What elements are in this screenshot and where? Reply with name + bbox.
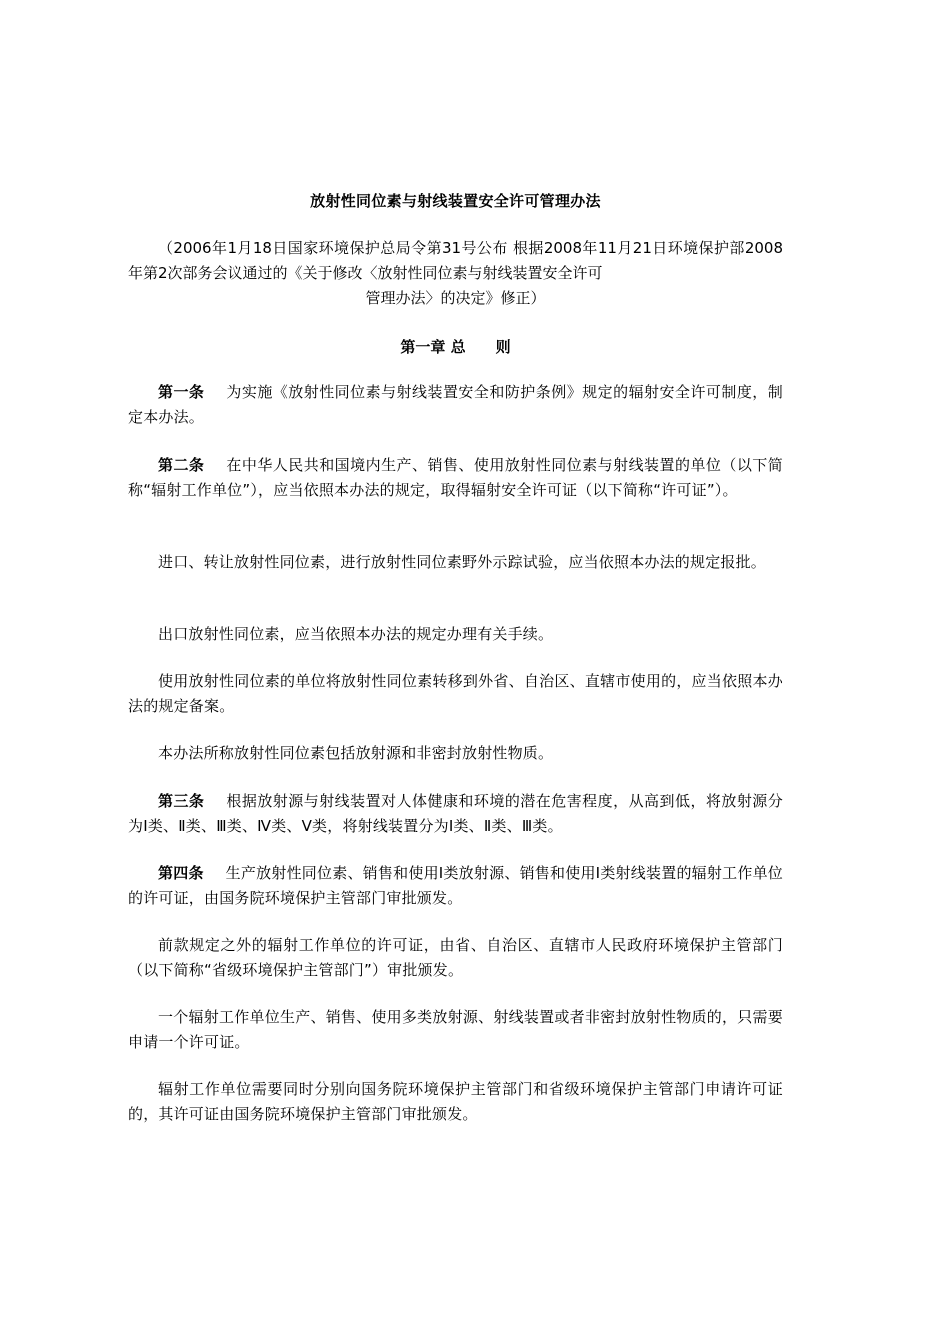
subtitle-main: （2006年1月18日国家环境保护总局令第31号公布 根据2008年11月21日环境保护部2008年第2次部务会议通过的《关于修改〈放射性同位素与射线装置安全许可 (128, 239, 783, 282)
article-number: 第二条 (158, 456, 205, 474)
paragraph (128, 1077, 783, 1127)
paragraph-text: 生产放射性同位素、销售和使用Ⅰ类放射源、销售和使用Ⅰ类射线装置的辐射工作单位的许可证，由国务院环境保护主管部门审批颁发。 (128, 864, 783, 907)
paragraph (128, 1005, 783, 1055)
paragraph (128, 741, 783, 766)
paragraph (128, 622, 783, 647)
paragraph (128, 933, 783, 983)
paragraph (128, 789, 783, 839)
paragraph-text: 本办法所称放射性同位素包括放射源和非密封放射性物质。 (158, 744, 554, 762)
article-number: 第一条 (158, 383, 205, 401)
paragraph (128, 861, 783, 911)
paragraph (128, 380, 783, 430)
paragraph-text: 为实施《放射性同位素与射线装置安全和防护条例》规定的辐射安全许可制度，制定本办法。 (128, 383, 783, 426)
paragraph (128, 453, 783, 503)
paragraph-text: 出口放射性同位素，应当依照本办法的规定办理有关手续。 (158, 625, 554, 643)
paragraph-text: 在中华人民共和国境内生产、销售、使用放射性同位素与射线装置的单位（以下简称“辐射工作单位”），应当依照本办法的规定，取得辐射安全许可证（以下简称“许可证”）。 (128, 456, 783, 499)
chapter-heading: 第一章 总 则 (400, 338, 511, 356)
article-number: 第四条 (158, 864, 204, 882)
paragraph-text: 前款规定之外的辐射工作单位的许可证，由省、自治区、直辖市人民政府环境保护主管部门（以下简称“省级环境保护主管部门”）审批颁发。 (128, 936, 783, 979)
document-title: 放射性同位素与射线装置安全许可管理办法 (310, 192, 601, 210)
article-number: 第三条 (158, 792, 205, 810)
paragraph (128, 669, 783, 719)
subtitle-end: 管理办法〉的决定》修正） (365, 289, 546, 307)
paragraph (128, 550, 783, 575)
paragraph-text: 一个辐射工作单位生产、销售、使用多类放射源、射线装置或者非密封放射性物质的，只需要申请一个许可证。 (128, 1008, 783, 1051)
paragraph-text: 使用放射性同位素的单位将放射性同位素转移到外省、自治区、直辖市使用的，应当依照本办法的规定备案。 (128, 672, 783, 715)
paragraph-text: 进口、转让放射性同位素，进行放射性同位素野外示踪试验，应当依照本办法的规定报批。 (158, 553, 767, 571)
paragraph-text: 根据放射源与射线装置对人体健康和环境的潜在危害程度，从高到低，将放射源分为Ⅰ类、Ⅱ类、Ⅲ类、Ⅳ类、Ⅴ类，将射线装置分为Ⅰ类、Ⅱ类、Ⅲ类。 (128, 792, 783, 835)
document-subtitle (128, 236, 783, 311)
paragraph-text: 辐射工作单位需要同时分别向国务院环境保护主管部门和省级环境保护主管部门申请许可证的，其许可证由国务院环境保护主管部门审批颁发。 (128, 1080, 783, 1123)
